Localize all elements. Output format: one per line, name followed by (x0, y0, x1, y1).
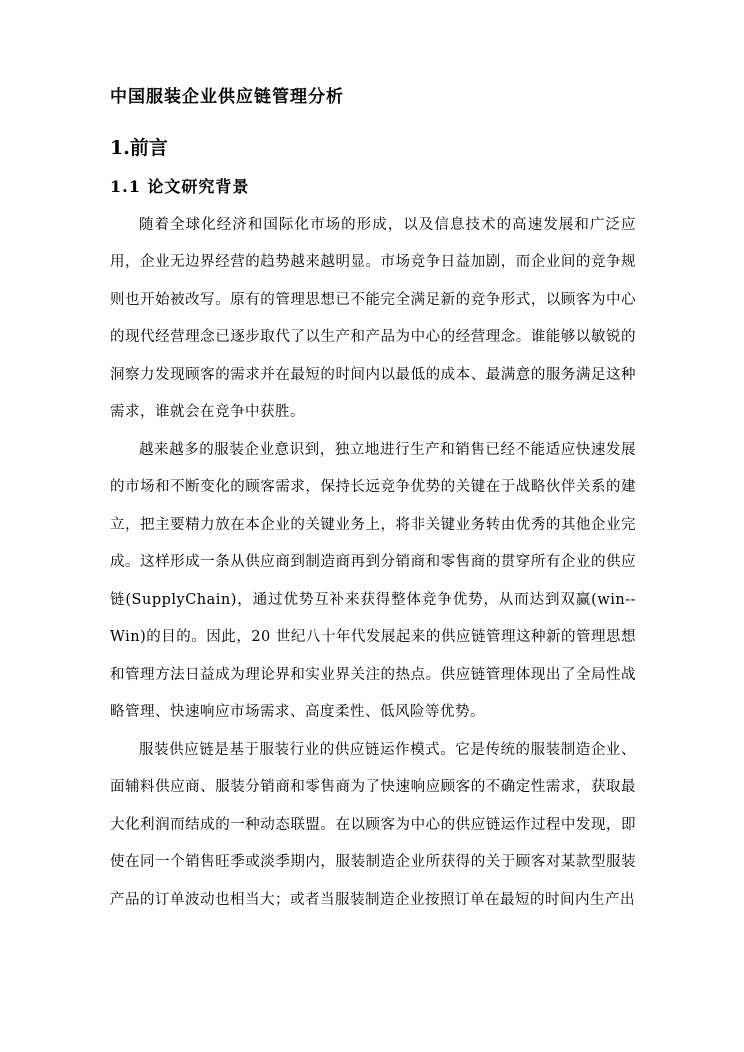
paragraph: 越来越多的服装企业意识到，独立地进行生产和销售已经不能适应快速发展的市场和不断变化的顾客需求，保持长远竞争优势的关键在于战略伙伴关系的建立，把主要精力放在本企业的关键业务上，将非关键业务转由优秀的其他企业完成。这样形成一条从供应商到制造商再到分销商和零售商的贯穿所有企业的供应链(SupplyChain)，通过优势互补来获得整体竞争优势，从而达到双赢(win--Win)的目的。因此，20 世纪八十年代发展起来的供应链管理这种新的管理思想和管理方法日益成为理论界和实业界关注的热点。供应链管理体现出了全局性战略管理、快速响应市场需求、高度柔性、低风险等优势。 (110, 441, 636, 721)
subsection-heading: 1.1 论文研究背景 (110, 177, 250, 197)
section-heading: 1.前言 (110, 136, 168, 159)
paragraph: 随着全球化经济和国际化市场的形成，以及信息技术的高速发展和广泛应用，企业无边界经营的趋势越来越明显。市场竞争日益加剧，而企业间的竞争规则也开始被改写。原有的管理思想已不能完全满足新的竞争形式，以顾客为中心的现代经营理念已逐步取代了以生产和产品为中心的经营理念。谁能够以敏锐的洞察力发现顾客的需求并在最短的时间内以最低的成本、最满意的服务满足这种需求，谁就会在竞争中获胜。 (110, 216, 636, 421)
paragraph: 服装供应链是基于服装行业的供应链运作模式。它是传统的服装制造企业、面辅料供应商、服装分销商和零售商为了快速响应顾客的不确定性需求，获取最大化利润而结成的一种动态联盟。在以顾客为中心的供应链运作过程中发现，即使在同一个销售旺季或淡季期内，服装制造企业所获得的关于顾客对某款型服装产品的订单波动也相当大；或者当服装制造企业按照订单在最短的时间内生产出 (110, 741, 636, 908)
document-title: 中国服装企业供应链管理分析 (110, 87, 344, 107)
